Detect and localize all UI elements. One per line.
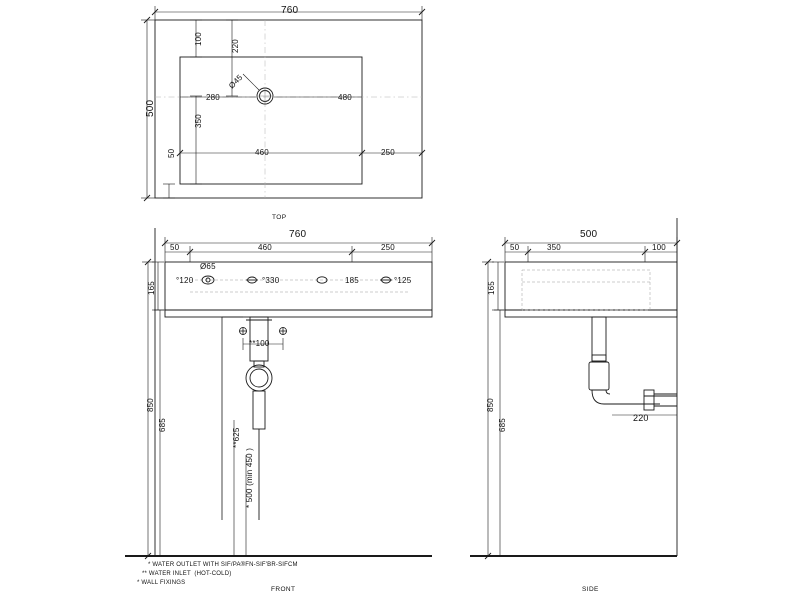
front-total-height-label: 850 bbox=[146, 398, 155, 412]
front-inlet-left-label: Ø65 bbox=[200, 262, 216, 271]
front-outlet-mid-label: °330 bbox=[262, 276, 280, 285]
front-centre-span-label: 460 bbox=[258, 243, 272, 252]
top-view-geometry bbox=[155, 20, 422, 198]
front-outlet-left-label: °120 bbox=[176, 276, 194, 285]
top-bowl-back-label: 220 bbox=[231, 39, 240, 53]
side-view-hidden-detail bbox=[522, 270, 650, 310]
front-left-offset-label: 50 bbox=[170, 243, 180, 252]
top-overall-width-label: 760 bbox=[281, 5, 299, 16]
top-front-offset-label: 50 bbox=[167, 148, 176, 158]
side-under-height-label: 685 bbox=[498, 418, 507, 432]
side-trap-projection-label: 220 bbox=[633, 413, 649, 423]
top-back-offset-label: 100 bbox=[194, 32, 203, 46]
side-view-dimensions bbox=[482, 237, 677, 556]
note-wall-fixings: * WALL FIXINGS bbox=[137, 580, 186, 586]
top-right-inner-label: 480 bbox=[338, 93, 352, 102]
front-view-wall-fixings bbox=[239, 327, 287, 335]
top-view-tap-hole bbox=[257, 88, 273, 104]
front-inlet-height-label: * 500 (min 450 ) bbox=[245, 447, 254, 508]
note-water-inlet: ** WATER INLET (HOT-COLD) bbox=[142, 571, 232, 577]
top-bowl-width-label: 460 bbox=[255, 148, 269, 157]
front-view-inlet-risers bbox=[222, 317, 243, 520]
side-bowl-depth-label: 350 bbox=[547, 243, 561, 252]
side-front-offset-label: 50 bbox=[510, 243, 520, 252]
front-view-hidden-detail bbox=[190, 280, 410, 292]
front-basin-height-label: 165 bbox=[147, 281, 156, 295]
top-tap-hole-label: Ø45 bbox=[227, 72, 245, 91]
side-back-offset-label: 100 bbox=[652, 243, 666, 252]
top-right-offset-label: 250 bbox=[381, 148, 395, 157]
front-inlet-right-label: 185 bbox=[345, 276, 359, 285]
top-view-tick-marks bbox=[144, 9, 425, 201]
side-basin-height-label: 165 bbox=[487, 281, 496, 295]
side-overall-depth-label: 500 bbox=[580, 229, 598, 240]
front-view-tick-marks bbox=[145, 240, 435, 559]
front-under-height-label: 685 bbox=[158, 418, 167, 432]
front-right-offset-label: 250 bbox=[381, 243, 395, 252]
side-view-tick-marks bbox=[485, 240, 680, 559]
top-left-inner-label: 280 bbox=[206, 93, 220, 102]
side-view-trap-assembly bbox=[589, 317, 677, 410]
side-view-basin bbox=[505, 262, 677, 317]
top-view-title: TOP bbox=[272, 214, 287, 221]
top-view-dimensions bbox=[141, 6, 422, 198]
front-waste-height-label: **625 bbox=[232, 427, 241, 448]
front-overall-width-label: 760 bbox=[289, 229, 307, 240]
front-outlet-right-label: °125 bbox=[394, 276, 412, 285]
top-view-centre-lines bbox=[155, 20, 422, 198]
side-view-title: SIDE bbox=[582, 586, 599, 593]
front-view-title: FRONT bbox=[271, 586, 296, 593]
side-total-height-label: 850 bbox=[486, 398, 495, 412]
top-bowl-depth-label: 350 bbox=[194, 114, 203, 128]
front-fixing-spacing-label: **100 bbox=[249, 339, 270, 348]
note-water-outlet: * WATER OUTLET WITH SIF/PA®FN-SIF'BR-SIFCM bbox=[148, 562, 298, 568]
top-overall-depth-label: 500 bbox=[145, 99, 156, 117]
